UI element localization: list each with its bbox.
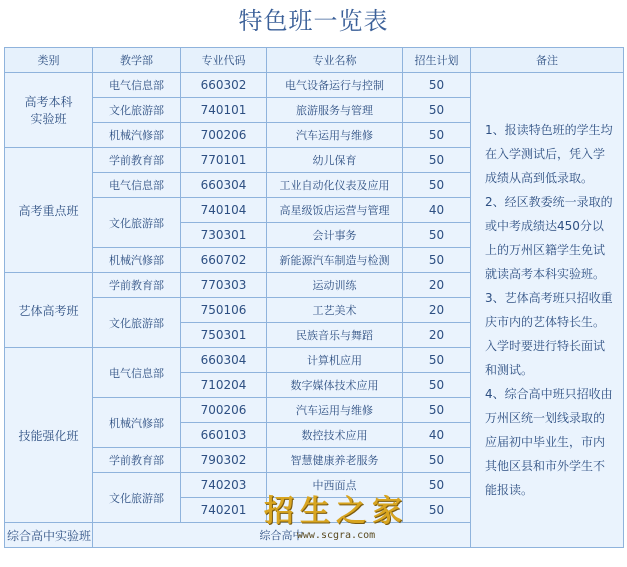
plan-cell: 40 (403, 198, 471, 223)
header-category: 类别 (5, 48, 93, 73)
dept-cell: 文化旅游部 (93, 298, 181, 348)
plan-cell: 50 (403, 223, 471, 248)
code-cell: 740104 (181, 198, 267, 223)
dept-cell: 文化旅游部 (93, 473, 181, 523)
plan-cell: 50 (403, 173, 471, 198)
major-cell: 工艺美术 (267, 298, 403, 323)
code-cell: 740203 (181, 473, 267, 498)
plan-cell: 50 (403, 98, 471, 123)
major-cell: 计算机应用 (267, 348, 403, 373)
code-cell: 710204 (181, 373, 267, 398)
major-cell: 中西面点 (267, 473, 403, 498)
code-cell: 730301 (181, 223, 267, 248)
category-comprehensive: 综合高中实验班 (5, 523, 93, 548)
dept-cell: 文化旅游部 (93, 198, 181, 248)
category-undergrad (5, 73, 93, 148)
watermark-url: www.scgra.com (296, 530, 376, 541)
code-cell: 660304 (181, 173, 267, 198)
note-3: 3、艺体高考班只招收重庆市内的艺体特长生。入学时要进行特长面试和测试。 (485, 291, 613, 377)
major-cell: 综合高中 (93, 523, 471, 548)
plan-cell: 40 (403, 423, 471, 448)
code-cell: 660702 (181, 248, 267, 273)
major-cell: 汽车运用与维修 (267, 398, 403, 423)
major-cell: 新能源汽车制造与检测 (267, 248, 403, 273)
page-title: 特色班一览表 (238, 7, 389, 35)
plan-cell: 50 (403, 498, 471, 523)
major-cell: 工业自动化仪表及应用 (267, 173, 403, 198)
plan-cell: 50 (403, 73, 471, 98)
dept-cell: 机械汽修部 (93, 398, 181, 448)
code-cell: 660304 (181, 348, 267, 373)
plan-cell: 50 (403, 148, 471, 173)
dept-cell: 电气信息部 (93, 348, 181, 398)
plan-cell: 50 (403, 248, 471, 273)
major-cell: 高星级饭店运营与管理 (267, 198, 403, 223)
plan-cell: 20 (403, 323, 471, 348)
table-row (5, 73, 624, 98)
major-cell: 旅游服务与管理 (267, 98, 403, 123)
major-cell: 智慧健康养老服务 (267, 448, 403, 473)
dept-cell: 电气信息部 (93, 73, 181, 98)
category-key: 高考重点班 (5, 148, 93, 273)
category-arts: 艺体高考班 (5, 273, 93, 348)
dept-cell: 机械汽修部 (93, 123, 181, 148)
code-cell: 750106 (181, 298, 267, 323)
dept-cell: 机械汽修部 (93, 248, 181, 273)
code-cell: 770303 (181, 273, 267, 298)
major-cell: 民族音乐与舞蹈 (267, 323, 403, 348)
major-cell: 运动训练 (267, 273, 403, 298)
table-header-row (5, 48, 624, 73)
plan-cell: 50 (403, 373, 471, 398)
header-plan: 招生计划 (403, 48, 471, 73)
plan-cell: 50 (403, 348, 471, 373)
major-cell: 会计事务 (267, 223, 403, 248)
code-cell: 790302 (181, 448, 267, 473)
dept-cell: 电气信息部 (93, 173, 181, 198)
major-cell: 数字媒体技术应用 (267, 373, 403, 398)
code-cell: 660302 (181, 73, 267, 98)
plan-cell: 20 (403, 298, 471, 323)
watermark-logo (246, 494, 426, 542)
dept-cell: 文化旅游部 (93, 98, 181, 123)
note-4: 4、综合高中班只招收由万州区统一划线录取的应届初中毕业生，市内其他区县和市外学生不能报读。 (485, 387, 613, 497)
plan-cell: 50 (403, 123, 471, 148)
code-cell: 700206 (181, 123, 267, 148)
notes-cell (471, 73, 624, 548)
code-cell: 660103 (181, 423, 267, 448)
code-cell: 700206 (181, 398, 267, 423)
major-cell: 汽车运用与维修 (267, 123, 403, 148)
code-cell: 770101 (181, 148, 267, 173)
header-notes: 备注 (471, 48, 624, 73)
header-major: 专业名称 (267, 48, 403, 73)
header-code: 专业代码 (181, 48, 267, 73)
major-cell: 电气设备运行与控制 (267, 73, 403, 98)
header-dept: 教学部 (93, 48, 181, 73)
watermark-text: 招生之家 (264, 494, 408, 529)
code-cell: 740201 (181, 498, 267, 523)
note-1: 1、报读特色班的学生均在入学测试后，凭入学成绩从高到低录取。 (485, 123, 613, 185)
plan-cell: 50 (403, 448, 471, 473)
dept-cell: 学前教育部 (93, 148, 181, 173)
note-2: 2、经区教委统一录取的或中考成绩达450分以上的万州区籍学生免试就读高考本科实验班。 (485, 195, 613, 281)
code-cell: 750301 (181, 323, 267, 348)
dept-cell: 学前教育部 (93, 448, 181, 473)
plan-cell: 50 (403, 473, 471, 498)
special-class-table (4, 47, 624, 548)
category-skills: 技能强化班 (5, 348, 93, 523)
category-label: 高考本科 实验班 (24, 95, 73, 126)
plan-cell: 50 (403, 398, 471, 423)
plan-cell: 20 (403, 273, 471, 298)
code-cell: 740101 (181, 98, 267, 123)
major-cell: 幼儿保育 (267, 148, 403, 173)
major-cell: 数控技术应用 (267, 423, 403, 448)
dept-cell: 学前教育部 (93, 273, 181, 298)
